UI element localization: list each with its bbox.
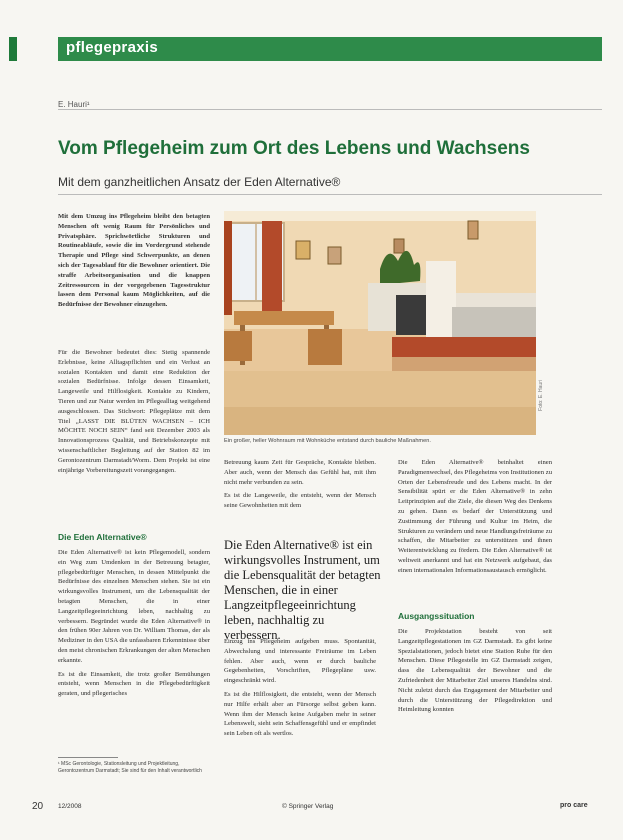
- paragraph: Betreuung kaum Zeit für Gespräche, Kontakte bleiben. Aber auch, wenn der Mensch das Gefühl hat, mit ihm nicht mehr verbunden zu sein.: [224, 459, 376, 486]
- paragraph: Es ist die Einsamkeit, die trotz großer Bemühungen entsteht, wenn Menschen in die Pflegebedürftigkeit geraten, und pflegerisches: [58, 670, 210, 698]
- section-marker: [9, 37, 17, 61]
- issue-label: 12/2008: [58, 803, 82, 810]
- photo-credit: Foto: E. Hauri: [538, 380, 544, 411]
- column-2b-text: [224, 637, 376, 743]
- article-subtitle: Mit dem ganzheitlichen Ansatz der Eden Alternative®: [58, 175, 341, 189]
- pull-quote: Die Eden Alternative® ist ein wirkungsvolles Instrument, um die Lebensqualität der betagten Menschen, die in einer Langzeitpflegeeinrichtung leben, nachhaltig zu verbessern.: [224, 538, 381, 642]
- author-divider: [58, 109, 602, 110]
- journal-name: pro care: [560, 802, 588, 809]
- heading-ausgangssituation: Ausgangssituation: [398, 611, 475, 621]
- intro-paragraph: Mit dem Umzug ins Pflegeheim bleibt den betagten Menschen oft wenig Raum für Persönliches und Privatsphäre. Sprichwörtliche Strukturen und Routineabläufe, sowie die im Vordergrund stehende Therapie und Pflege sind Schwerpunkte, an denen sich der Tagesablauf für die Bewohner orientiert. Die straffe Arbeitsorganisation und die knappen Zeitressourcen in der vorgegebenen Tagesstruktur lassen dem Personal kaum Möglichkeiten, auf die Bedürfnisse der Bewohner einzugehen.: [58, 213, 210, 309]
- heading-eden-alternative: Die Eden Alternative®: [58, 532, 147, 542]
- publisher-label: © Springer Verlag: [282, 803, 334, 810]
- section-label: pflegepraxis: [66, 39, 158, 56]
- column-2-text: [224, 458, 376, 515]
- footnote: ¹ MSc Gerontologie, Stationsleitung und Projektleitung, Gerontozentrum Darmstadt; Sie sind für den Inhalt verantwortlich: [58, 761, 202, 774]
- paragraph: Die Eden Alternative® ist kein Pflegemodell, sondern ein Weg zum Umdenken in der Betreuung betagter, pflegebedürftiger Menschen, in dessen Mittelpunkt die Bedürfnisse des einzelnen Menschen stehen. Sie ist ein wirkungsvolles Instrument, um die Lebensqualität der betagten Menschen, die in einer Langzeitpflegeeinrichtung leben, nachhaltig zu verbessern. Begründet wurde die Eden Alternative® in den frühen 90er Jahren von Dr. William Thomas, der als Mediziner in den USA die unfassbaren Erkenntnisse über den meist chronischen Erkrankungen der alten Menschen erkannte.: [58, 549, 210, 664]
- paragraph: Für die Bewohner bedeutet dies: Stetig spannende Erlebnisse, keine Alltagspflichten und ein Verlust an sozialen Kontakten und damit eine Reduktion der sozialen Bedürfnisse. Infolge dessen Einsamkeit, Langeweile und Hilflosigkeit. Kontakte zu Kindern, Tieren und zur Natur werden im Pflegealltag weitgehend ausgeschlossen. Das Stichwort: Pflegeplätze mit dem Titel „LASST DIE BLÜTEN WACHSEN – ICH MÖCHTE NOCH SEIN“ fand seit Dezember 2003 als Innovationsprozess Qualität, und Betriebskonzepte mit wissenschaftlicher Begleitung auf der Station 82 im Gerontozentrum Darmstadt/Worm. Dem Projekt ist eine einjährige Vorbereitungszeit vorangegangen.: [58, 349, 210, 474]
- subtitle-divider: [58, 194, 602, 195]
- paragraph: Einzug ins Pflegeheim aufgeben muss. Spontanität, Abwechslung und interessante Freiräume im Leben fehlen. Aber auch, wenn er durch bauliche Gegebenheiten, Vorschriften, Pflegepläne usw. eingeschränkt wird.: [224, 638, 376, 685]
- article-title: Vom Pflegeheim zum Ort des Lebens und Wachsens: [58, 138, 530, 159]
- column-3b-text: [398, 627, 552, 719]
- paragraph: Die Projektstation besteht von seit Langzeitpflegestationen im GZ Darmstadt. Es gibt keine Spezialstationen, jedoch bietet eine Station Ruhe für den Menschen. Diese Pflegestelle im GZ Darmstadt zeigen, dass die Lebensqualität der Bewohner und die Zufriedenheit der Mitarbeiter Ziel unseres Handelns sind. Nicht zuletzt durch das Engagement der Mitarbeiter und durch die Unterstützung der Pflegedirektion und Heimleitung konnten: [398, 628, 552, 714]
- photo-caption: Ein großer, heller Wohnraum mit Wohnküche entstand durch bauliche Maßnahmen.: [224, 438, 431, 444]
- paragraph: Die Eden Alternative® beinhaltet einen Paradigmenwechsel, des Pflegeheims von Institutionen zu Orten der Lebensfreude und des Lebens macht. In der Sensibilität spürt er die Eden Alternative® in zehn Leitprinzipien auf die Ziele, die diesen Weg des Denkens zu gehen. Dann es bedarf der Unterstützung und Zustimmung der Führung und Kultur im Heim, die Strukturen zu verändern und neue Handlungsfreiräume zu schaffen, die Mitarbeiter zu unterstützen und ihnen Weiterentwicklung zu fördern. Die Eden Alternative® ist weltweit anerkannt und hat ein Netzwerk aufgebaut, das einen internationalen Informationsaustausch ermöglicht.: [398, 459, 552, 574]
- column-1b-text: [58, 548, 210, 703]
- paragraph: Es ist die Langeweile, die entsteht, wenn der Mensch seine Gewohnheiten mit dem: [224, 492, 376, 510]
- column-1-text: [58, 348, 210, 479]
- column-3-text: [398, 458, 552, 580]
- footnote-divider: [58, 757, 118, 758]
- page-number: 20: [32, 801, 44, 812]
- paragraph: Es ist die Hilflosigkeit, die entsteht, wenn der Mensch nur Hilfe erhält aber an Fürsorge selbst geben kann. Wenn ihm der Mensch keine Aufgaben mehr in seiner Lebenswelt, sieht sein Schaffensgefühl und er empfindet sein Leben oft als wertlos.: [224, 690, 376, 738]
- article-photo: [224, 211, 536, 435]
- author-line: E. Hauri¹: [58, 100, 90, 109]
